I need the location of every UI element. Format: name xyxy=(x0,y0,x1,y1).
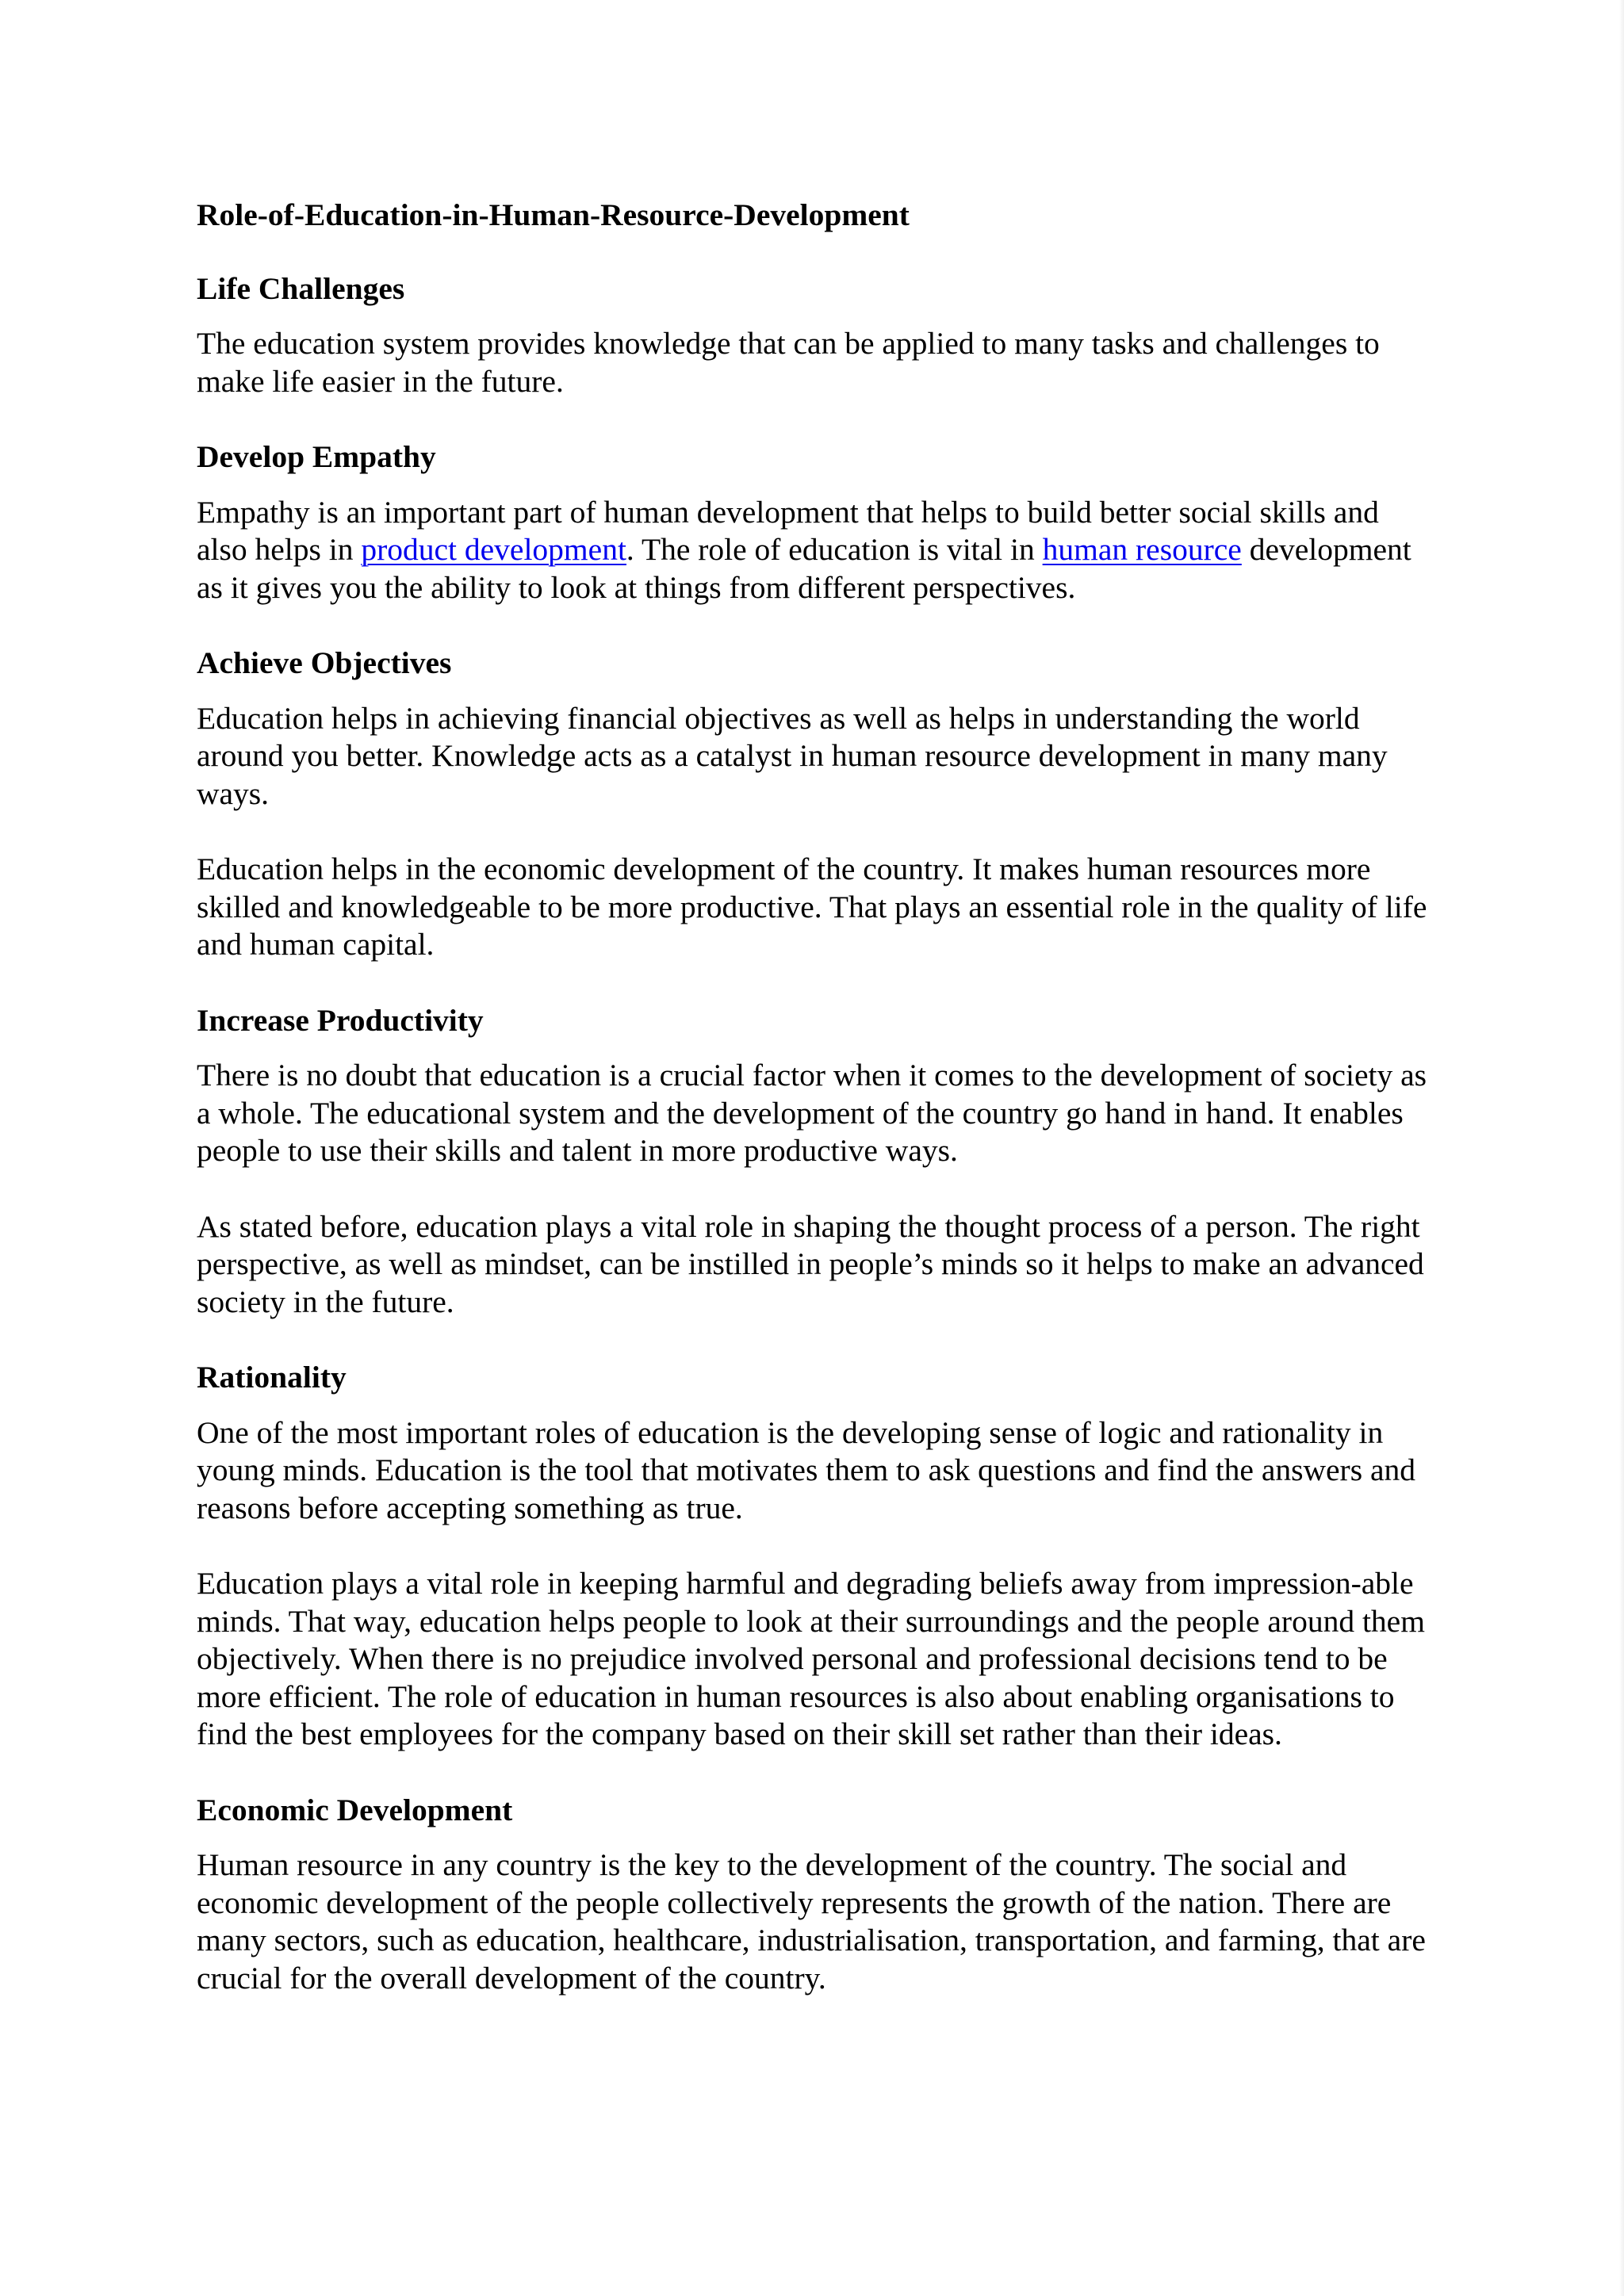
paragraph-increase-productivity-2: As stated before, education plays a vital role in shaping the thought process of a person. The right perspective, as well as mindset, can be instilled in people’s minds so it helps to make an advanced society in the future. xyxy=(197,1208,1424,1319)
heading-rationality: Rationality xyxy=(197,1360,347,1395)
document-body xyxy=(197,197,1434,2035)
paragraph-increase-productivity-1: There is no doubt that education is a crucial factor when it comes to the development of society as a whole. The educational system and the development of the country go hand in hand. It enables people to use their skills and talent in more productive ways. xyxy=(197,1058,1427,1168)
page-edge-shadow xyxy=(1619,0,1624,2296)
document-title: Role-of-Education-in-Human-Resource-Development xyxy=(197,197,910,232)
paragraph-text: development as it gives you the ability to look at things from different perspectives. xyxy=(197,532,1411,605)
product-development-link[interactable]: product development xyxy=(361,532,626,567)
paragraph-text: Empathy is an important part of human development that helps to build better social skills and also helps in xyxy=(197,494,1379,567)
heading-achieve-objectives: Achieve Objectives xyxy=(197,645,452,680)
paragraph-develop-empathy xyxy=(197,494,1434,607)
paragraph-life-challenges: The education system provides knowledge that can be applied to many tasks and challenges to make life easier in the future. xyxy=(197,326,1380,399)
heading-develop-empathy: Develop Empathy xyxy=(197,439,436,474)
paragraph-economic-development: Human resource in any country is the key to the development of the country. The social and economic development of the people collectively represents the growth of the nation. There are many sectors, such as education, healthcare, industrialisation, transportation, and farming, that are crucial for the overall development of the country. xyxy=(197,1847,1426,1996)
heading-increase-productivity: Increase Productivity xyxy=(197,1002,484,1038)
heading-economic-development: Economic Development xyxy=(197,1792,513,1827)
paragraph-rationality-2: Education plays a vital role in keeping harmful and degrading beliefs away from impression-able minds. That way, education helps people to look at their surroundings and the people around them objectively. When there is no prejudice involved personal and professional decisions tend to be more efficient. The role of education in human resources is also about enabling organisations to find the best employees for the company based on their skill set rather than their ideas. xyxy=(197,1566,1425,1751)
human-resource-link[interactable]: human resource xyxy=(1042,532,1242,567)
paragraph-text: . The role of education is vital in xyxy=(626,532,1043,567)
paragraph-achieve-objectives-2: Education helps in the economic development of the country. It makes human resources more skilled and knowledgeable to be more productive. That plays an essential role in the quality of life and human capital. xyxy=(197,851,1427,962)
paragraph-rationality-1: One of the most important roles of education is the developing sense of logic and rationality in young minds. Education is the tool that motivates them to ask questions and find the answers and reasons before accepting something as true. xyxy=(197,1414,1415,1525)
heading-life-challenges: Life Challenges xyxy=(197,270,405,306)
paragraph-achieve-objectives-1: Education helps in achieving financial objectives as well as helps in understanding the world around you better. Knowledge acts as a catalyst in human resource development in many many ways. xyxy=(197,700,1388,811)
